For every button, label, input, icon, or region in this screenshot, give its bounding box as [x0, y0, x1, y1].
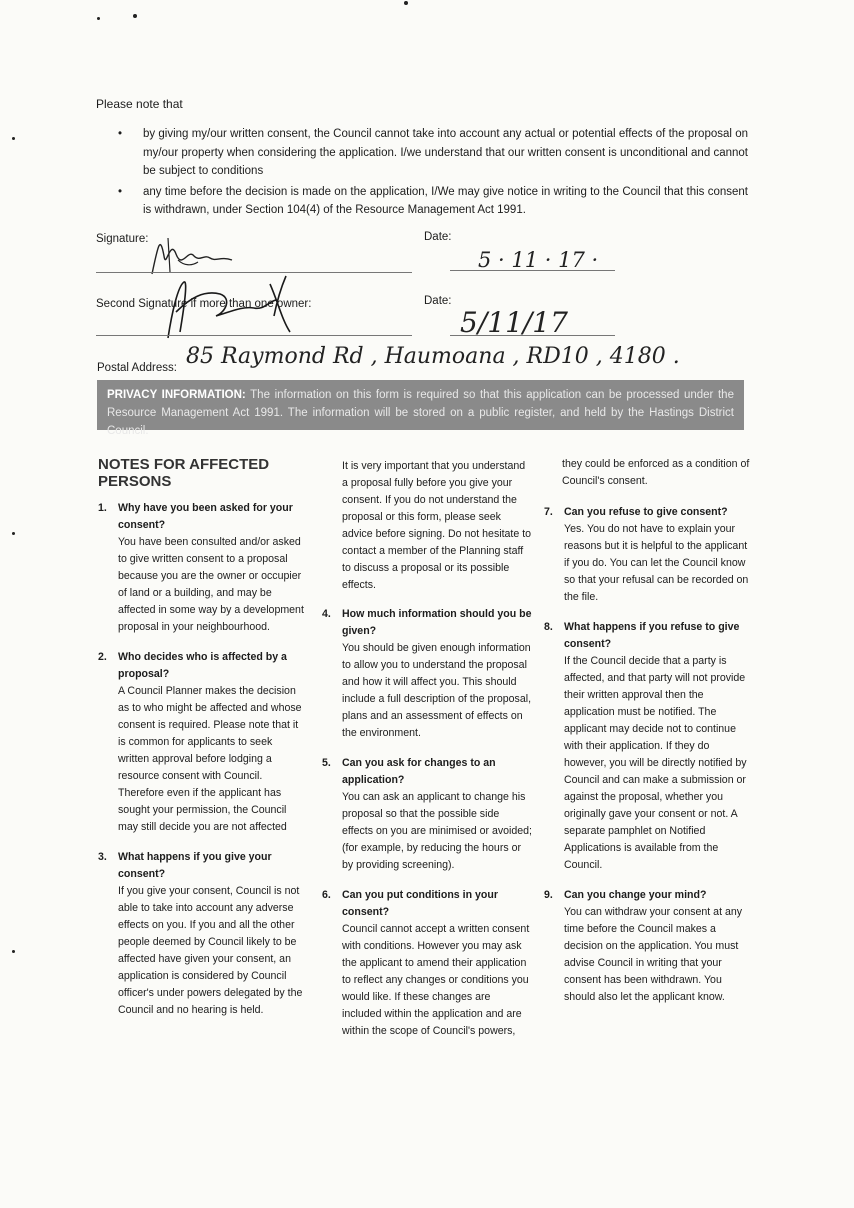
second-signature-label: Second Signature if more than one owner:	[96, 298, 312, 310]
scan-speck	[12, 532, 15, 535]
notes-column-1	[98, 456, 306, 1032]
note-number: 4.	[322, 608, 331, 620]
scan-speck	[404, 1, 408, 5]
date-label: Date:	[424, 231, 452, 243]
note-number: 7.	[544, 506, 553, 518]
note-continuation: they could be enforced as a condition of Council's consent.	[562, 458, 750, 487]
note-item	[322, 887, 532, 1040]
note-continuation: It is very important that you understand a proposal fully before you give your consent. If you do not understand the proposal or this form, please seek advice before signing. Do not hesitate to contact a member of the Planning staff to discuss a proposal or its possible effects.	[342, 460, 532, 591]
note-answer: If the Council decide that a party is affected, and that party will not provide their written approval then the application must be notified. The applicant may decide not to continue with their application. If they do however, you will be directly notified by Council and can make a submission or against the proposal, whether you originally gave your consent or not. A separate pamphlet on Notified Applications is available from the Council.	[564, 655, 747, 871]
consent-bullets	[118, 125, 748, 222]
date2-line	[450, 335, 615, 336]
note-question: Can you change your mind?	[564, 889, 707, 901]
note-answer: If you give your consent, Council is not able to take into account any adverse effects on you. If you and all the other people deemed by Council likely to be affected have given your consent, an application is considered by Council officer's under powers delegated by the Council and no hearing is held.	[118, 885, 303, 1016]
scan-speck	[97, 17, 100, 20]
scan-speck	[133, 14, 137, 18]
note-question: Can you put conditions in your consent?	[342, 889, 498, 918]
notes-column-3	[544, 456, 750, 1019]
note-number: 2.	[98, 651, 107, 663]
note-question: How much information should you be given?	[342, 608, 532, 637]
note-item	[544, 504, 750, 606]
note-answer: You should be given enough information to allow you to understand the proposal and how it will affect you. This should include a full description of the proposal, plans and an assessment of effects on the environment.	[342, 642, 532, 739]
note-answer: Yes. You do not have to explain your reasons but it is helpful to the applicant if you do. You can let the Council know so that your refusal can be recorded on the file.	[564, 523, 749, 603]
note-number: 6.	[322, 889, 331, 901]
postal-address-label: Postal Address:	[97, 362, 177, 374]
privacy-title: PRIVACY INFORMATION:	[107, 389, 246, 401]
note-item	[98, 849, 306, 1019]
bullet-item: • by giving my/our written consent, the Council cannot take into account any actual or potential effects of the proposal on my/our property when considering the application. I/we understand that our written consent is unconditional and cannot be subject to conditions	[118, 125, 748, 181]
notes-column-2	[322, 458, 532, 1053]
scan-speck	[12, 950, 15, 953]
note-item	[544, 887, 750, 1006]
please-note-heading: Please note that	[96, 97, 183, 111]
bullet-item: • any time before the decision is made on the application, I/We may give notice in writing to the Council that this consent is withdrawn, under Section 104(4) of the Resource Management Act 1991.	[118, 183, 748, 220]
note-item	[322, 606, 532, 742]
privacy-text: The information on this form is required so that this application can be processed under the Resource Management Act 1991. The information will be stored on a public register, and held by the Hastings District Council.	[107, 389, 734, 437]
note-item	[322, 755, 532, 874]
note-number: 1.	[98, 502, 107, 514]
date-line	[450, 270, 615, 271]
postal-address-value: 85 Raymond Rd , Haumoana , RD10 , 4180 .	[186, 344, 680, 369]
date-value: 5 · 11 · 17 ·	[478, 248, 599, 272]
note-item	[98, 649, 306, 836]
note-answer: You can ask an applicant to change his proposal so that the possible side effects on you are minimised or avoided; (for example, by reducing the hours or by providing screening).	[342, 791, 533, 871]
date2-label: Date:	[424, 295, 452, 307]
note-question: Can you ask for changes to an application?	[342, 757, 496, 786]
note-item	[544, 619, 750, 874]
note-answer: Council cannot accept a written consent with conditions. However you may ask the applicant to amend their application to reflect any changes or conditions you would like. If these changes are included within the application and are within the scope of Council's powers,	[342, 923, 530, 1037]
date2-value: 5/11/17	[460, 306, 568, 339]
note-number: 3.	[98, 851, 107, 863]
second-signature-line	[96, 335, 412, 336]
scan-speck	[12, 137, 15, 140]
note-number: 9.	[544, 889, 553, 901]
note-question: Can you refuse to give consent?	[564, 506, 728, 518]
note-answer: A Council Planner makes the decision as to who might be affected and whose consent is required. Please note that it is common for applicants to seek written approval before lodging a resource consent with Council. Therefore even if the applicant has sought your permission, the Council may still decide you are not affected	[118, 685, 302, 833]
notes-title: NOTES FOR AFFECTED PERSONS	[98, 456, 270, 490]
signature-2-image	[150, 272, 310, 344]
note-question: What happens if you refuse to give consent?	[564, 621, 740, 650]
note-question: What happens if you give your consent?	[118, 851, 272, 880]
signature-label: Signature:	[96, 233, 149, 245]
note-number: 5.	[322, 757, 331, 769]
privacy-information-box	[97, 380, 744, 437]
note-answer: You have been consulted and/or asked to give written consent to a proposal because you are the owner or occupier of land or a building, and may be affected in some way by a development proposal in your neighbourhood.	[118, 536, 304, 633]
note-question: Why have you been asked for your consent?	[118, 502, 293, 531]
note-number: 8.	[544, 621, 553, 633]
note-item	[98, 500, 306, 636]
note-answer: You can withdraw your consent at any time before the Council makes a decision on the application. You must advise Council in writing that your consent has been withdrawn. You should also let the applicant know.	[564, 906, 743, 1003]
note-question: Who decides who is affected by a proposal?	[118, 651, 287, 680]
